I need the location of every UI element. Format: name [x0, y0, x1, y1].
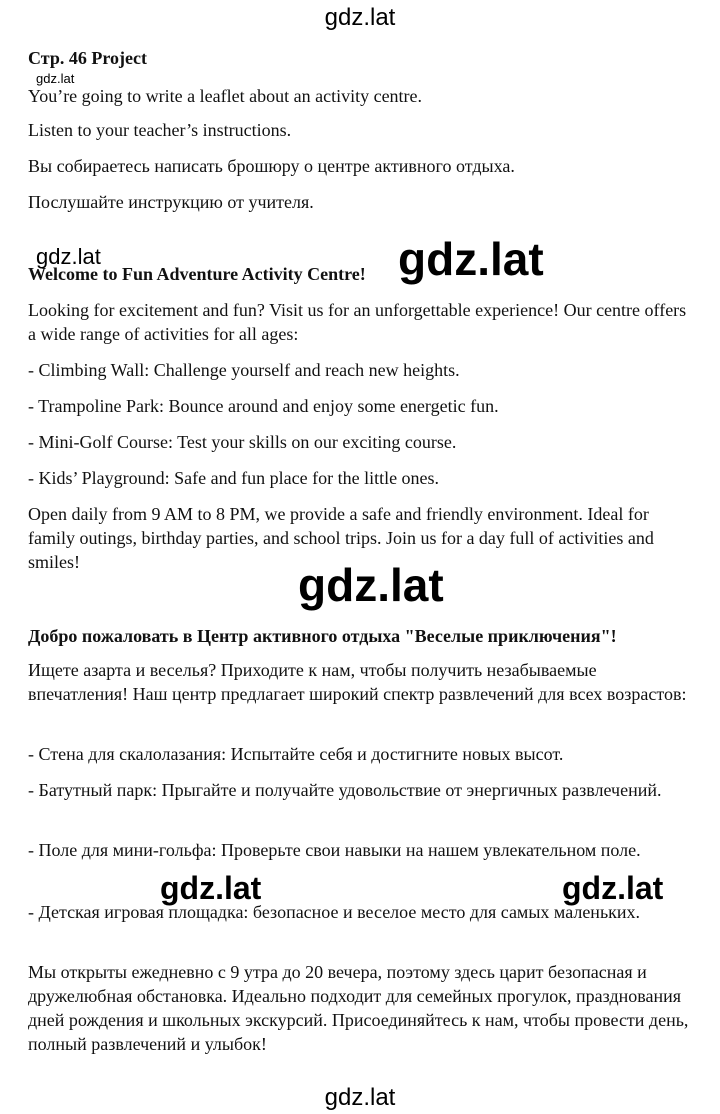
- russian-item-minigolf: - Поле для мини-гольфа: Проверьте свои навыки на нашем увлекательном поле.: [28, 840, 641, 860]
- english-intro: Looking for excitement and fun? Visit us for an unforgettable experience! Our centre offers a wide range of activities for all ages:: [28, 300, 687, 344]
- watermark-large-2: gdz.lat: [298, 559, 444, 611]
- watermark-medium-1: gdz.lat: [160, 870, 262, 906]
- watermark-bottom: gdz.lat: [324, 1084, 396, 1111]
- english-heading: Welcome to Fun Adventure Activity Centre!: [28, 264, 366, 284]
- watermark-top: gdz.lat: [324, 4, 396, 31]
- russian-heading: Добро пожаловать в Центр активного отдыха "Веселые приключения"!: [28, 626, 617, 646]
- task-russian-1: Вы собираетесь написать брошюру о центре активного отдыха.: [28, 156, 515, 176]
- russian-intro: Ищете азарта и веселья? Приходите к нам, чтобы получить незабываемые впечатления! Наш центр предлагает широкий спектр развлечений для всех возрастов:: [28, 660, 687, 704]
- russian-item-trampoline: - Батутный парк: Прыгайте и получайте удовольствие от энергичных развлечений.: [28, 780, 662, 800]
- watermark-small: gdz.lat: [36, 244, 101, 269]
- english-item-playground: - Kids’ Playground: Safe and fun place for the little ones.: [28, 468, 440, 488]
- watermark-tiny: gdz.lat: [36, 71, 75, 86]
- task-russian-2: Послушайте инструкцию от учителя.: [28, 192, 314, 212]
- russian-item-playground: - Детская игровая площадка: безопасное и веселое место для самых маленьких.: [28, 902, 641, 922]
- task-english-2: Listen to your teacher’s instructions.: [28, 120, 292, 140]
- watermark-large-1: gdz.lat: [398, 233, 544, 285]
- page-title: Стр. 46 Project: [28, 48, 147, 68]
- task-english-1: You’re going to write a leaflet about an activity centre.: [28, 86, 423, 106]
- english-item-climbing: - Climbing Wall: Challenge yourself and reach new heights.: [28, 360, 460, 380]
- russian-outro: Мы открыты ежедневно с 9 утра до 20 вечера, поэтому здесь царит безопасная и дружелюбная обстановка. Идеально подходит для семейных прогулок, празднования дней рождения и школьных экскурсий. Присоединяйтесь к нам, чтобы провести день, полный развлечений и улыбок!: [28, 962, 689, 1054]
- english-item-trampoline: - Trampoline Park: Bounce around and enjoy some energetic fun.: [28, 396, 499, 416]
- russian-item-climbing: - Стена для скалолазания: Испытайте себя и достигните новых высот.: [28, 744, 564, 764]
- english-outro: Open daily from 9 AM to 8 PM, we provide a safe and friendly environment. Ideal for family outings, birthday parties, and school trips. Join us for a day full of activities and smiles!: [28, 504, 654, 572]
- watermark-medium-2: gdz.lat: [562, 870, 664, 906]
- english-item-minigolf: - Mini-Golf Course: Test your skills on our exciting course.: [28, 432, 457, 452]
